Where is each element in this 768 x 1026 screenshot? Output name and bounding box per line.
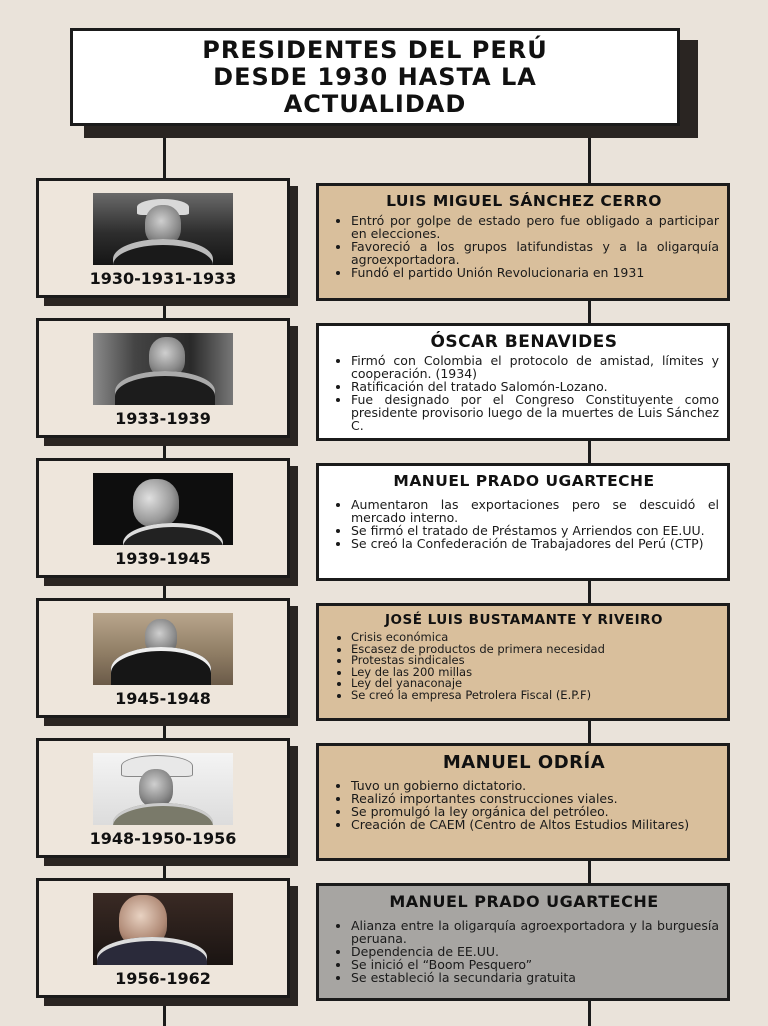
years-label: 1956-1962 [115,969,211,988]
years-label: 1933-1939 [115,409,211,428]
years-label: 1930-1931-1933 [89,269,237,288]
info-card [316,743,730,861]
list-item: • Aumentaron las exportaciones pero se descuidó el mercado interno. [351,498,719,524]
list-item: • Entró por golpe de estado pero fue obligado a participar en elecciones. [351,214,719,240]
list-item: • Ley de las 200 millas [351,667,719,679]
photo-card [36,738,290,858]
president-name: JOSÉ LUIS BUSTAMANTE Y RIVEIRO [384,612,664,628]
list-item: • Ley del yanaconaje [351,678,719,690]
photo-card [36,598,290,718]
photo-card [36,878,290,998]
list-item: • Crisis económica [351,632,719,644]
photo-card [36,458,290,578]
info-card [316,323,730,441]
president-name: ÓSCAR BENAVIDES [430,332,618,352]
list-item: • Fundó el partido Unión Revolucionaria en 1931 [351,266,719,279]
list-item: • Protestas sindicales [351,655,719,667]
info-card [316,883,730,1001]
bullet-list [329,498,719,550]
years-label: 1939-1945 [115,549,211,568]
list-item: • Se inició el “Boom Pesquero” [351,958,719,971]
president-name: LUIS MIGUEL SÁNCHEZ CERRO [386,192,662,210]
president-name: MANUEL ODRÍA [442,752,606,773]
years-label: 1948-1950-1956 [89,829,237,848]
president-name: MANUEL PRADO UGARTECHE [393,472,655,490]
portrait-photo [93,613,233,685]
list-item: • Creación de CAEM (Centro de Altos Estudios Militares) [351,818,719,831]
list-item: • Se estableció la secundaria gratuita [351,971,719,984]
info-card [316,463,730,581]
bullet-list [329,779,719,831]
photo-card [36,318,290,438]
portrait-photo [93,473,233,545]
title-box [70,28,680,126]
list-item: • Ratificación del tratado Salomón-Lozano. [351,380,719,393]
list-item: • Alianza entre la oligarquía agroexportadora y la burguesía peruana. [351,919,719,945]
list-item: • Se creó la empresa Petrolera Fiscal (E.P.F) [351,690,719,702]
list-item: • Se creó la Confederación de Trabajadores del Perú (CTP) [351,537,719,550]
bullet-list [329,354,719,432]
list-item: • Favoreció a los grupos latifundistas y a la oligarquía agroexportadora. [351,240,719,266]
portrait-photo [93,753,233,825]
list-item: • Se promulgó la ley orgánica del petróleo. [351,805,719,818]
info-card [316,183,730,301]
bullet-list [329,214,719,279]
list-item: • Realizó importantes construcciones viales. [351,792,719,805]
portrait-photo [93,333,233,405]
list-item: • Escasez de productos de primera necesidad [351,644,719,656]
years-label: 1945-1948 [115,689,211,708]
list-item: • Se firmó el tratado de Préstamos y Arriendos con EE.UU. [351,524,719,537]
list-item: • Fue designado por el Congreso Constituyente como presidente provisorio luego de la muertes de Luis Sánchez C. [351,393,719,432]
list-item: • Dependencia de EE.UU. [351,945,719,958]
list-item: • Tuvo un gobierno dictatorio. [351,779,719,792]
photo-card [36,178,290,298]
list-item: • Firmó con Colombia el protocolo de amistad, límites y cooperación. (1934) [351,354,719,380]
president-name: MANUEL PRADO UGARTECHE [389,892,659,911]
info-card [316,603,730,721]
portrait-photo [93,193,233,265]
page-title: PRESIDENTES DEL PERÚ DESDE 1930 HASTA LA ACTUALIDAD [202,35,548,118]
bullet-list [329,632,719,701]
portrait-photo [93,893,233,965]
bullet-list [329,919,719,984]
